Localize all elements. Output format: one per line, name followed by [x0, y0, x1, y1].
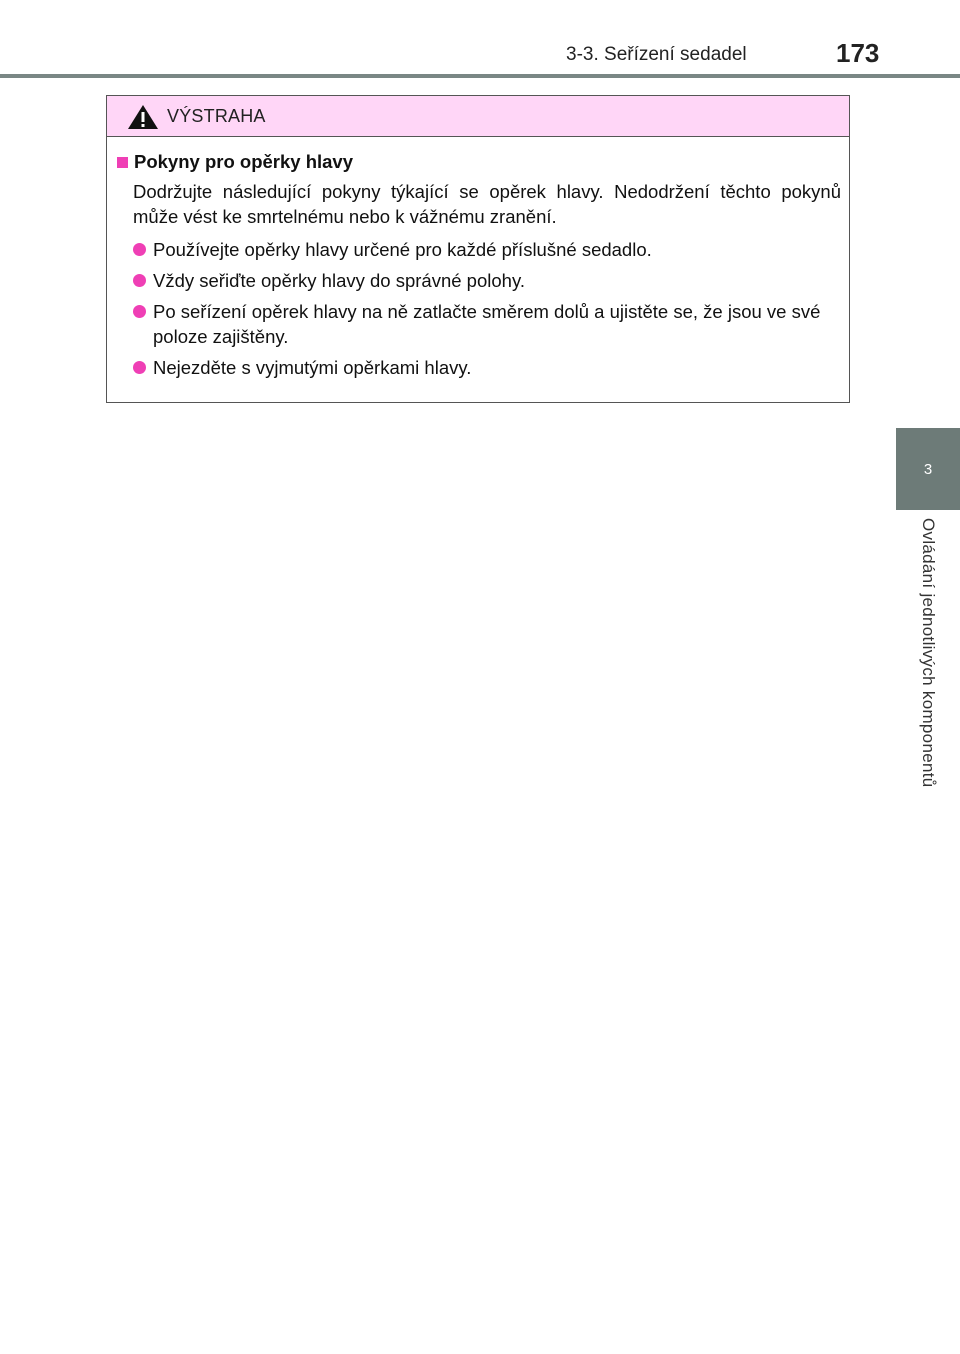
warning-intro: Dodržujte následující pokyny týkající se opěrek hlavy. Nedodržení těchto pokynů může vést ke smrtelnému nebo k vážnému zranění.	[133, 181, 841, 227]
subheading-text: Pokyny pro opěrky hlavy	[134, 151, 354, 172]
warning-title: VÝSTRAHA	[167, 106, 266, 126]
section-title: 3-3. Seřízení sedadel	[566, 44, 747, 65]
bullet-dot-icon	[133, 243, 146, 256]
chapter-title: Ovládání jednotlivých komponentů	[919, 518, 938, 788]
bullet-dot-icon	[133, 361, 146, 374]
warning-box	[106, 95, 850, 403]
chapter-tab	[896, 428, 960, 510]
warning-list	[117, 237, 841, 380]
bullet-dot-icon	[133, 305, 146, 318]
page-number: 173	[836, 38, 880, 68]
chapter-number: 3	[923, 460, 933, 478]
list-item-text: Vždy seřiďte opěrky hlavy do správné polohy.	[153, 270, 525, 291]
list-item	[133, 268, 841, 293]
list-item	[133, 299, 841, 349]
list-item	[133, 237, 841, 262]
list-item-text: Používejte opěrky hlavy určené pro každé příslušné sedadlo.	[153, 239, 652, 260]
square-bullet-icon	[117, 157, 128, 168]
bullet-dot-icon	[133, 274, 146, 287]
list-item-text: Po seřízení opěrek hlavy na ně zatlačte směrem dolů a ujistěte se, že jsou ve své poloze zajištěny.	[153, 301, 821, 347]
warning-subheading	[117, 151, 841, 173]
list-item-text: Nejezděte s vyjmutými opěrkami hlavy.	[153, 357, 472, 378]
warning-header	[107, 96, 849, 137]
list-item	[133, 355, 841, 380]
chapter-side-label	[882, 518, 960, 838]
header-divider	[0, 74, 960, 78]
warning-body	[107, 137, 849, 380]
warning-triangle-icon	[127, 104, 159, 130]
